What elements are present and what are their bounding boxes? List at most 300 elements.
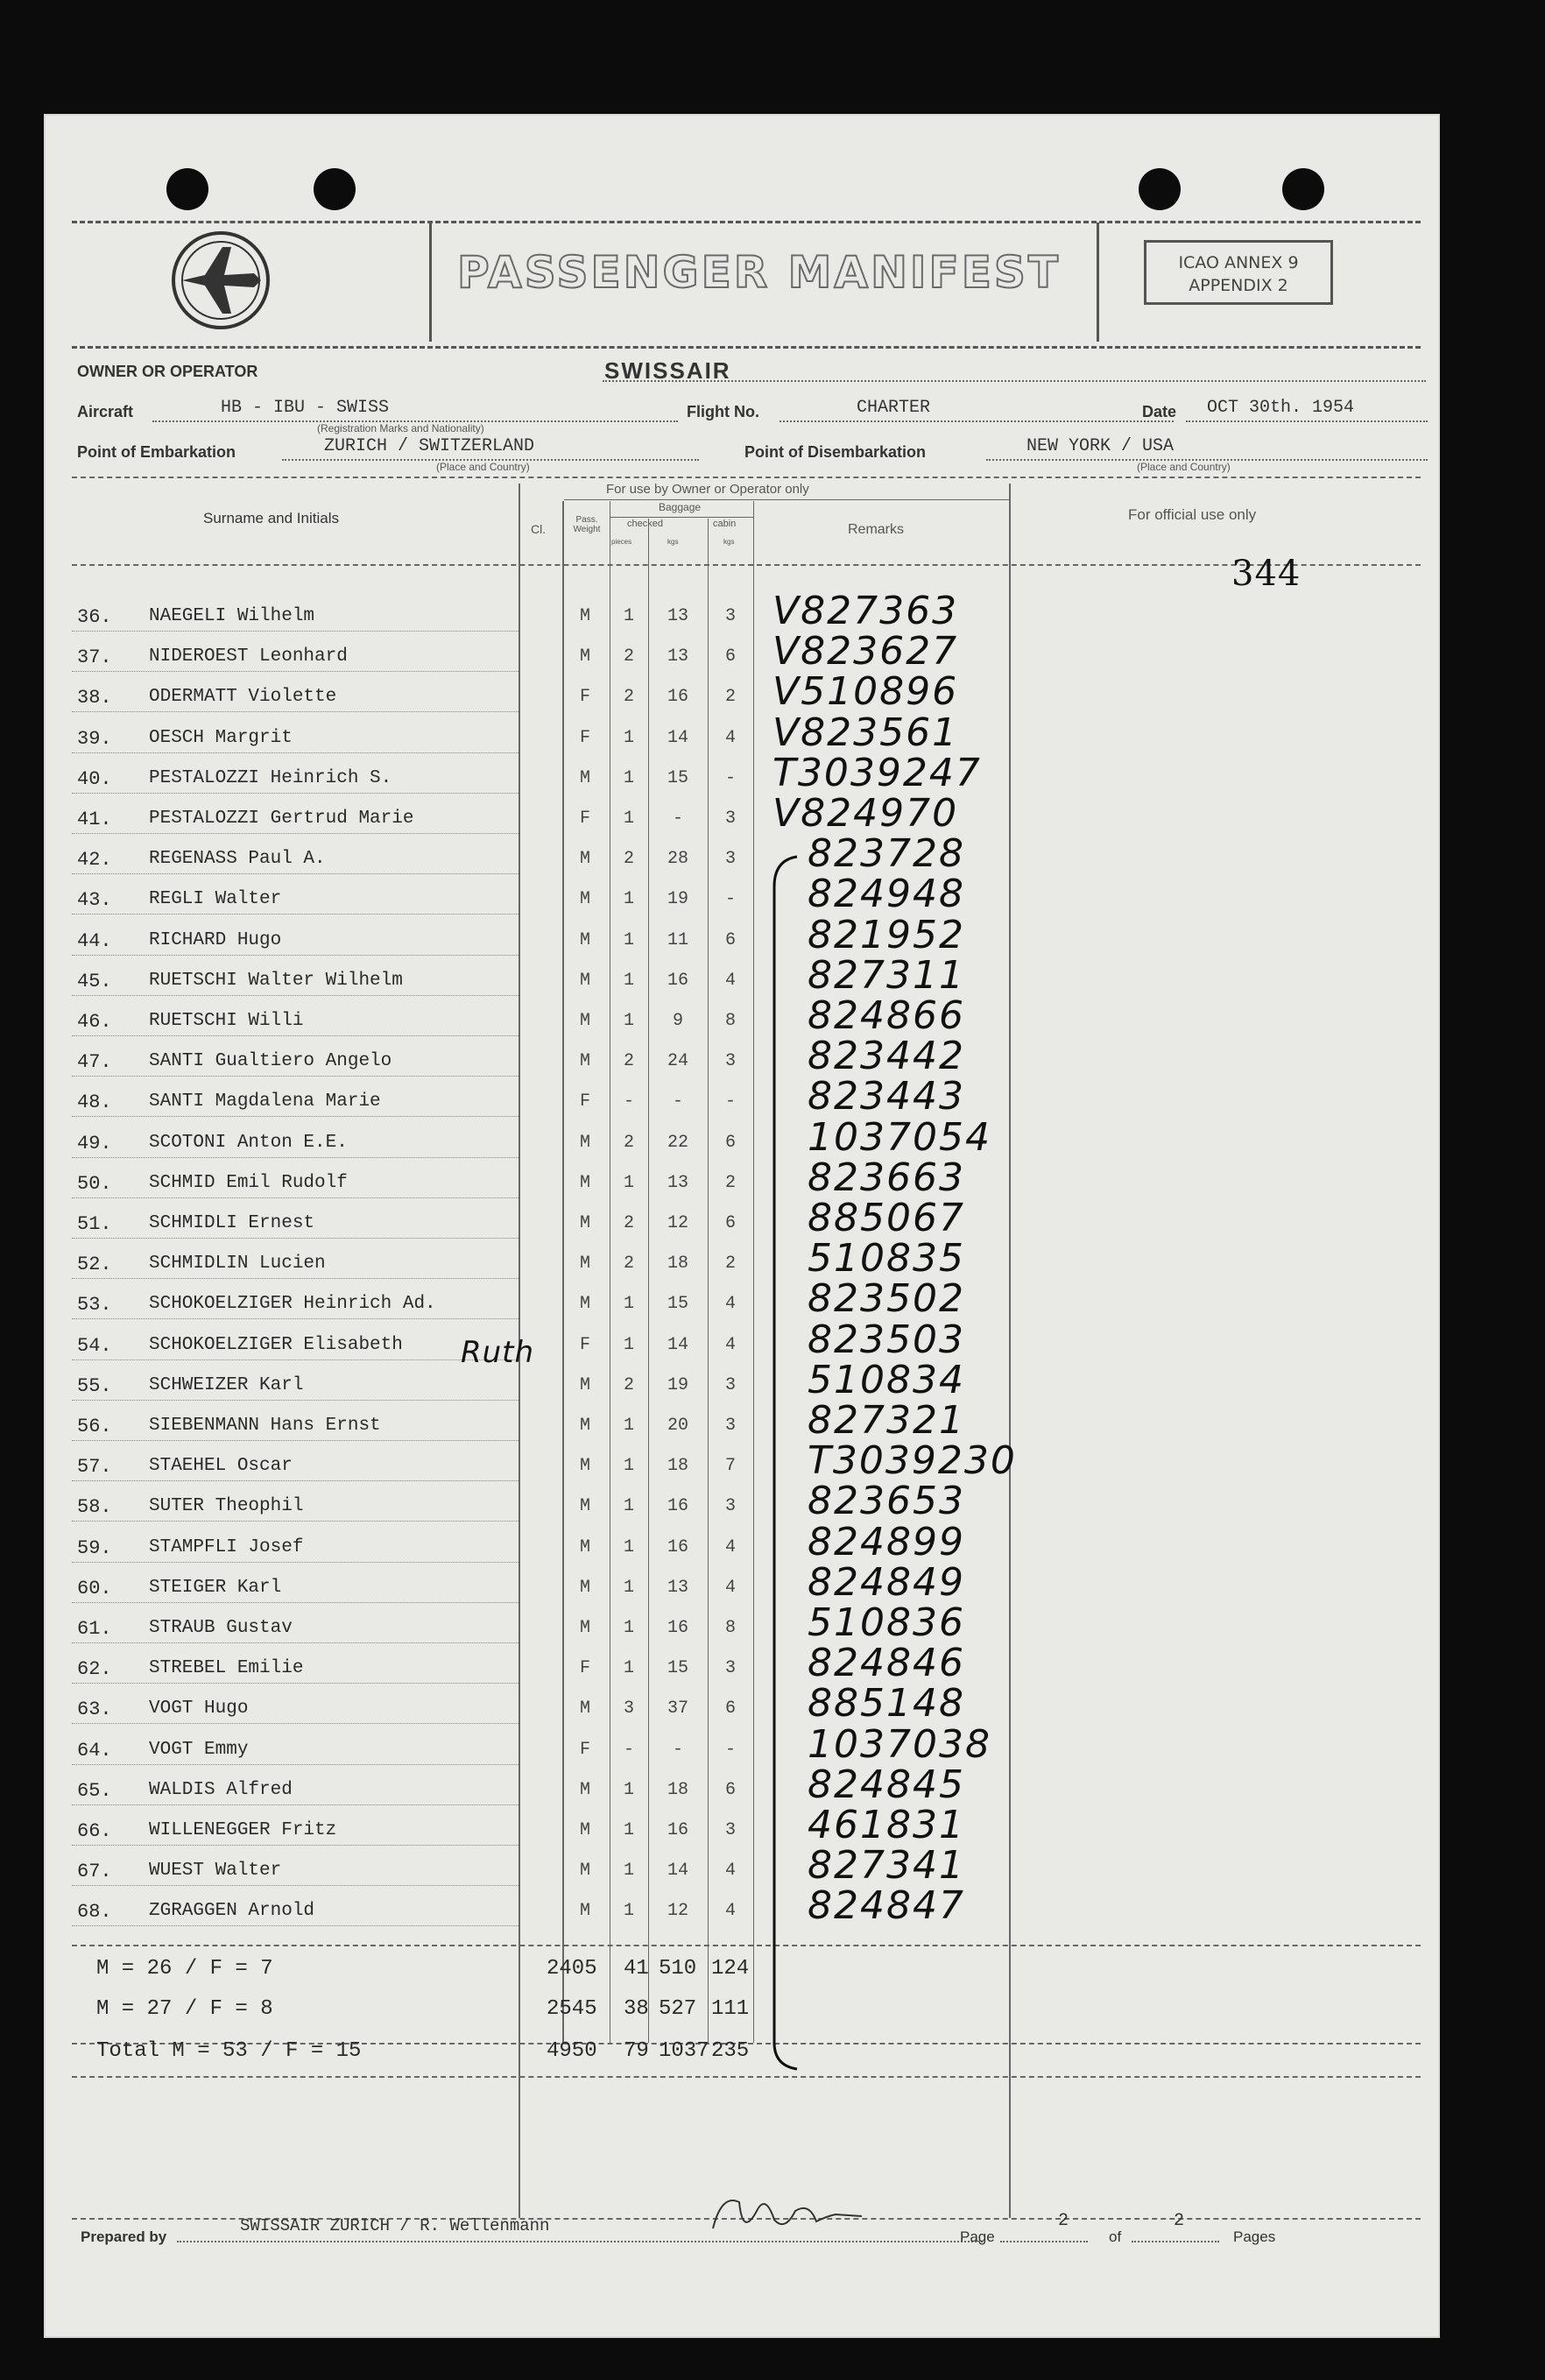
baggage-kgs: 12	[667, 1213, 688, 1233]
row-rule	[72, 1642, 519, 1643]
date-value: OCT 30th. 1954	[1207, 398, 1355, 418]
baggage-pieces: 1	[623, 889, 634, 909]
disembark-value: NEW YORK / USA	[1026, 436, 1175, 456]
row-number: 58.	[77, 1496, 112, 1518]
row-rule	[72, 711, 519, 712]
cabin-kgs: 8	[724, 1011, 736, 1031]
baggage-pieces: 2	[623, 1133, 634, 1153]
remark-ticket: 824899	[808, 1520, 965, 1564]
row-number: 54.	[77, 1335, 112, 1357]
passenger-sex: M	[579, 1456, 590, 1476]
row-number: 66.	[77, 1820, 112, 1842]
icao-box: ICAO ANNEX 9 APPENDIX 2	[1144, 240, 1333, 305]
passenger-name: WUEST Walter	[149, 1861, 282, 1881]
prepared-label: Prepared by	[81, 2228, 167, 2245]
row-number: 40.	[77, 768, 112, 790]
cabin-kgs: 2	[724, 1173, 736, 1193]
baggage-pieces: 1	[623, 728, 634, 748]
row-number: 57.	[77, 1456, 112, 1478]
baggage-kgs: 19	[667, 1375, 688, 1395]
of-value: 2	[1174, 2211, 1185, 2231]
baggage-pieces: 1	[623, 1496, 634, 1516]
baggage-pieces: 1	[623, 1294, 634, 1314]
remark-ticket: 824845	[808, 1762, 965, 1807]
cabin-kgs: 3	[724, 809, 736, 829]
remark-ticket: 823728	[808, 831, 965, 876]
col-checked: checked	[627, 519, 663, 529]
row-rule	[72, 1925, 519, 1926]
official-number: 344	[1231, 554, 1302, 594]
passenger-sex: M	[579, 971, 590, 991]
passenger-name: RUETSCHI Walter Wilhelm	[149, 971, 403, 991]
embark-note: (Place and Country)	[436, 461, 530, 473]
remark-ticket: 824847	[808, 1883, 965, 1928]
baggage-kgs: 14	[667, 728, 688, 748]
row-rule	[72, 1602, 519, 1603]
baggage-kgs: 11	[667, 930, 688, 950]
page-title: PASSENGER MANIFEST	[457, 247, 1061, 298]
col-owner-use: For use by Owner or Operator only	[606, 482, 809, 497]
passenger-sex: M	[579, 1537, 590, 1557]
baggage-kgs: 22	[667, 1133, 688, 1153]
cabin-kgs: 3	[724, 1658, 736, 1678]
baggage-kgs: 28	[667, 849, 688, 869]
col-baggage: Baggage	[659, 501, 702, 513]
passenger-name: WILLENEGGER Fritz	[149, 1820, 337, 1840]
cabin-kgs: 3	[724, 1375, 736, 1395]
baggage-kgs: -	[672, 809, 683, 829]
remark-ticket: V827363	[772, 589, 959, 633]
row-rule	[72, 1440, 519, 1441]
passenger-name: OESCH Margrit	[149, 728, 293, 748]
passenger-name: VOGT Emmy	[149, 1740, 249, 1760]
row-rule	[72, 1157, 519, 1158]
col-cabin: cabin	[713, 519, 737, 529]
passenger-name: SANTI Gualtiero Angelo	[149, 1051, 392, 1071]
cabin-kgs: 6	[724, 930, 736, 950]
passenger-sex: M	[579, 1051, 590, 1071]
baggage-kgs: 13	[667, 1578, 688, 1598]
baggage-kgs: 18	[667, 1254, 688, 1274]
totals-pieces: 38	[624, 1997, 649, 2021]
baggage-kgs: 9	[672, 1011, 683, 1031]
row-number: 50.	[77, 1173, 112, 1195]
page-value: 2	[1058, 2211, 1069, 2231]
cabin-kgs: 6	[724, 1698, 736, 1719]
passenger-sex: M	[579, 1901, 590, 1921]
baggage-pieces: -	[623, 1091, 634, 1112]
col-cl: Cl.	[531, 522, 547, 536]
baggage-pieces: 1	[623, 1173, 634, 1193]
row-number: 36.	[77, 606, 112, 628]
row-rule	[72, 1521, 519, 1522]
passenger-name: NAEGELI Wilhelm	[149, 606, 315, 626]
remarks-bracket	[767, 851, 802, 2078]
passenger-sex: M	[579, 1861, 590, 1881]
row-rule	[72, 1885, 519, 1886]
totals-label: M = 26 / F = 7	[96, 1957, 273, 1981]
baggage-kgs: 16	[667, 1820, 688, 1840]
baggage-pieces: 1	[623, 1011, 634, 1031]
row-number: 42.	[77, 849, 112, 871]
baggage-pieces: 1	[623, 1618, 634, 1638]
baggage-kgs: 37	[667, 1698, 688, 1719]
remark-ticket: 823502	[808, 1276, 965, 1321]
totals-cabin: 235	[711, 2039, 750, 2063]
cabin-kgs: -	[724, 1091, 736, 1112]
cabin-kgs: 7	[724, 1456, 736, 1476]
baggage-kgs: 16	[667, 1537, 688, 1557]
passenger-sex: M	[579, 1254, 590, 1274]
cabin-kgs: 6	[724, 646, 736, 667]
passenger-name: STRAUB Gustav	[149, 1618, 293, 1638]
passenger-name: SCHOKOELZIGER Elisabeth	[149, 1335, 403, 1355]
cabin-kgs: 6	[724, 1780, 736, 1800]
remark-ticket: 824866	[808, 993, 965, 1038]
col-weight: Pass. Weight	[573, 515, 601, 534]
row-number: 45.	[77, 971, 112, 992]
passenger-name: SCHMIDLIN Lucien	[149, 1254, 326, 1274]
punch-hole	[1282, 168, 1324, 210]
baggage-pieces: 2	[623, 687, 634, 707]
remark-ticket: T3039247	[772, 751, 982, 795]
baggage-kgs: 14	[667, 1335, 688, 1355]
remark-ticket: V824970	[772, 791, 959, 836]
row-rule	[72, 752, 519, 753]
remark-ticket: T3039230	[808, 1438, 1017, 1483]
row-number: 49.	[77, 1133, 112, 1155]
passenger-sex: M	[579, 1618, 590, 1638]
passenger-name: REGENASS Paul A.	[149, 849, 326, 869]
passenger-sex: F	[579, 687, 590, 707]
aircraft-label: Aircraft	[77, 403, 134, 420]
baggage-kgs: 15	[667, 768, 688, 788]
baggage-pieces: 1	[623, 1456, 634, 1476]
passenger-name: ODERMATT Violette	[149, 687, 337, 707]
date-label: Date	[1142, 403, 1177, 420]
baggage-pieces: 1	[623, 1861, 634, 1881]
cabin-kgs: 2	[724, 687, 736, 707]
row-rule	[72, 955, 519, 956]
baggage-pieces: 1	[623, 1901, 634, 1921]
passenger-sex: M	[579, 1213, 590, 1233]
passenger-name: REGLI Walter	[149, 889, 282, 909]
passenger-name: STAMPFLI Josef	[149, 1537, 304, 1557]
baggage-kgs: 18	[667, 1780, 688, 1800]
remark-ticket: 823443	[808, 1074, 965, 1119]
passenger-sex: F	[579, 1335, 590, 1355]
owner-label: OWNER OR OPERATOR	[77, 363, 258, 380]
passenger-sex: M	[579, 1698, 590, 1719]
passenger-sex: M	[579, 1294, 590, 1314]
baggage-pieces: 1	[623, 1578, 634, 1598]
row-number: 67.	[77, 1861, 112, 1882]
passenger-name: RUETSCHI Willi	[149, 1011, 304, 1031]
row-rule	[72, 1562, 519, 1563]
passenger-sex: M	[579, 930, 590, 950]
remark-ticket: 823653	[808, 1479, 965, 1523]
passenger-name: STREBEL Emilie	[149, 1658, 304, 1678]
row-rule	[72, 1076, 519, 1077]
row-rule	[72, 833, 519, 834]
col-kgs: kgs	[667, 538, 679, 546]
row-rule	[72, 631, 519, 632]
cabin-kgs: 4	[724, 1294, 736, 1314]
baggage-kgs: 16	[667, 687, 688, 707]
row-rule	[72, 1197, 519, 1198]
baggage-pieces: 1	[623, 1780, 634, 1800]
baggage-pieces: 1	[623, 606, 634, 626]
disembark-label: Point of Disembarkation	[744, 443, 927, 461]
baggage-kgs: 16	[667, 1496, 688, 1516]
passenger-name: PESTALOZZI Gertrud Marie	[149, 809, 414, 829]
passenger-sex: M	[579, 1133, 590, 1153]
cabin-kgs: 2	[724, 1254, 736, 1274]
row-rule	[72, 995, 519, 996]
row-rule	[72, 1480, 519, 1481]
remark-ticket: 885148	[808, 1681, 965, 1726]
baggage-kgs: -	[672, 1740, 683, 1760]
cabin-kgs: 3	[724, 849, 736, 869]
row-rule	[72, 793, 519, 794]
owner-value: SWISSAIR	[604, 357, 731, 384]
cabin-kgs: 3	[724, 606, 736, 626]
passenger-name: SIEBENMANN Hans Ernst	[149, 1416, 381, 1436]
cabin-kgs: 4	[724, 1901, 736, 1921]
baggage-pieces: 2	[623, 646, 634, 667]
baggage-pieces: 3	[623, 1698, 634, 1719]
row-number: 62.	[77, 1658, 112, 1680]
baggage-kgs: 16	[667, 1618, 688, 1638]
aircraft-note: (Registration Marks and Nationality)	[317, 422, 484, 434]
flight-value: CHARTER	[857, 398, 931, 418]
baggage-pieces: 1	[623, 930, 634, 950]
disembark-note: (Place and Country)	[1137, 461, 1231, 473]
totals-cabin: 124	[711, 1957, 750, 1981]
baggage-pieces: 1	[623, 1658, 634, 1678]
manifest-sheet	[46, 116, 1438, 2336]
totals-pieces: 41	[624, 1957, 649, 1981]
totals-label: Total M = 53 / F = 15	[96, 2039, 362, 2063]
of-label: of	[1109, 2228, 1122, 2245]
baggage-kgs: 18	[667, 1456, 688, 1476]
remark-ticket: 510834	[808, 1358, 965, 1402]
airline-logo-icon	[170, 230, 272, 331]
cabin-kgs: 4	[724, 728, 736, 748]
passenger-sex: F	[579, 1091, 590, 1112]
cabin-kgs: 6	[724, 1213, 736, 1233]
embark-label: Point of Embarkation	[77, 443, 236, 461]
passenger-sex: M	[579, 768, 590, 788]
aircraft-value: HB - IBU - SWISS	[221, 398, 390, 418]
passenger-name: ZGRAGGEN Arnold	[149, 1901, 315, 1921]
remark-ticket: 821952	[808, 913, 965, 957]
baggage-kgs: 16	[667, 971, 688, 991]
passenger-sex: M	[579, 1011, 590, 1031]
cabin-kgs: -	[724, 1740, 736, 1760]
passenger-sex: M	[579, 1780, 590, 1800]
passenger-sex: M	[579, 1173, 590, 1193]
passenger-sex: F	[579, 1740, 590, 1760]
row-number: 47.	[77, 1051, 112, 1073]
remark-ticket: 510836	[808, 1600, 965, 1645]
passenger-name: NIDEROEST Leonhard	[149, 646, 348, 667]
baggage-pieces: 1	[623, 1820, 634, 1840]
row-number: 61.	[77, 1618, 112, 1640]
row-rule	[72, 1804, 519, 1805]
totals-cabin: 111	[711, 1997, 750, 2021]
remark-ticket: 1037038	[808, 1722, 991, 1767]
remark-ticket: 461831	[808, 1803, 965, 1847]
baggage-pieces: 1	[623, 809, 634, 829]
baggage-kgs: 15	[667, 1294, 688, 1314]
baggage-kgs: 19	[667, 889, 688, 909]
row-rule	[72, 914, 519, 915]
row-number: 37.	[77, 646, 112, 668]
baggage-kgs: 20	[667, 1416, 688, 1436]
remark-ticket: 885067	[808, 1196, 965, 1240]
row-number: 38.	[77, 687, 112, 709]
passenger-name: SCHMIDLI Ernest	[149, 1213, 315, 1233]
passenger-name: SUTER Theophil	[149, 1496, 304, 1516]
row-rule	[72, 1683, 519, 1684]
cabin-kgs: 4	[724, 1861, 736, 1881]
remark-ticket: 1037054	[808, 1115, 991, 1160]
row-number: 48.	[77, 1091, 112, 1113]
page-label: Page	[960, 2228, 995, 2245]
row-number: 65.	[77, 1780, 112, 1802]
row-number: 59.	[77, 1537, 112, 1559]
remark-ticket: 824846	[808, 1641, 965, 1685]
row-number: 55.	[77, 1375, 112, 1397]
baggage-pieces: 1	[623, 1335, 634, 1355]
cabin-kgs: 4	[724, 971, 736, 991]
baggage-pieces: 2	[623, 1051, 634, 1071]
remark-ticket: 824849	[808, 1560, 965, 1605]
row-rule	[72, 1400, 519, 1401]
cabin-kgs: 4	[724, 1335, 736, 1355]
passenger-name: SANTI Magdalena Marie	[149, 1091, 381, 1112]
row-number: 51.	[77, 1213, 112, 1235]
passenger-name: SCOTONI Anton E.E.	[149, 1133, 348, 1153]
passenger-sex: M	[579, 889, 590, 909]
prepared-value: SWISSAIR ZURICH / R. Wellenmann	[240, 2216, 550, 2235]
totals-weight: 2545	[547, 1997, 597, 2021]
totals-kgs: 510	[659, 1957, 697, 1981]
punch-hole	[1139, 168, 1181, 210]
baggage-pieces: -	[623, 1740, 634, 1760]
passenger-name: RICHARD Hugo	[149, 930, 282, 950]
col-pieces: pieces	[611, 538, 632, 546]
cabin-kgs: 3	[724, 1820, 736, 1840]
baggage-pieces: 2	[623, 1375, 634, 1395]
passenger-name: STEIGER Karl	[149, 1578, 282, 1598]
passenger-sex: F	[579, 728, 590, 748]
cabin-kgs: 4	[724, 1578, 736, 1598]
passenger-sex: M	[579, 1416, 590, 1436]
totals-weight: 2405	[547, 1957, 597, 1981]
row-number: 44.	[77, 930, 112, 952]
totals-kgs: 527	[659, 1997, 697, 2021]
baggage-kgs: 14	[667, 1861, 688, 1881]
col-official: For official use only	[1128, 506, 1257, 523]
row-rule	[72, 1116, 519, 1117]
row-rule	[72, 1764, 519, 1765]
totals-weight: 4950	[547, 2039, 597, 2063]
cabin-kgs: 4	[724, 1537, 736, 1557]
embark-value: ZURICH / SWITZERLAND	[324, 436, 535, 456]
row-rule	[72, 1359, 519, 1360]
baggage-pieces: 1	[623, 1416, 634, 1436]
cabin-kgs: 3	[724, 1051, 736, 1071]
totals-pieces: 79	[624, 2039, 649, 2063]
baggage-kgs: 24	[667, 1051, 688, 1071]
row-number: 46.	[77, 1011, 112, 1033]
row-number: 56.	[77, 1416, 112, 1437]
pages-label: Pages	[1233, 2228, 1276, 2245]
passenger-name: SCHOKOELZIGER Heinrich Ad.	[149, 1294, 436, 1314]
baggage-kgs: 15	[667, 1658, 688, 1678]
row-number: 63.	[77, 1698, 112, 1720]
remark-ticket: 827341	[808, 1843, 965, 1888]
baggage-pieces: 2	[623, 1213, 634, 1233]
baggage-kgs: 13	[667, 646, 688, 667]
row-rule	[72, 1035, 519, 1036]
passenger-name: SCHMID Emil Rudolf	[149, 1173, 348, 1193]
passenger-sex: M	[579, 1375, 590, 1395]
passenger-sex: M	[579, 606, 590, 626]
row-rule	[72, 873, 519, 874]
totals-label: M = 27 / F = 8	[96, 1997, 273, 2021]
row-number: 52.	[77, 1254, 112, 1275]
row-number: 64.	[77, 1740, 112, 1762]
passenger-sex: F	[579, 1658, 590, 1678]
row-rule	[72, 1278, 519, 1279]
cabin-kgs: 8	[724, 1618, 736, 1638]
passenger-sex: M	[579, 646, 590, 667]
passenger-name: PESTALOZZI Heinrich S.	[149, 768, 392, 788]
cabin-kgs: 3	[724, 1416, 736, 1436]
cabin-kgs: 3	[724, 1496, 736, 1516]
remark-ticket: V510896	[772, 669, 959, 714]
remark-ticket: 823663	[808, 1155, 965, 1200]
flight-label: Flight No.	[687, 403, 759, 420]
col-surname: Surname and Initials	[203, 510, 339, 526]
row-number: 43.	[77, 889, 112, 911]
passenger-sex: M	[579, 1820, 590, 1840]
baggage-kgs: 13	[667, 1173, 688, 1193]
totals-kgs: 1037	[659, 2039, 709, 2063]
baggage-pieces: 1	[623, 1537, 634, 1557]
passenger-name: STAEHEL Oscar	[149, 1456, 293, 1476]
remark-ticket: 824948	[808, 872, 965, 916]
row-rule	[72, 671, 519, 672]
remark-ticket: 510835	[808, 1236, 965, 1281]
passenger-name: SCHWEIZER Karl	[149, 1375, 304, 1395]
punch-hole	[166, 168, 208, 210]
passenger-sex: F	[579, 809, 590, 829]
row-number: 68.	[77, 1901, 112, 1923]
baggage-kgs: 13	[667, 606, 688, 626]
passenger-sex: M	[579, 1578, 590, 1598]
baggage-pieces: 1	[623, 768, 634, 788]
passenger-name: WALDIS Alfred	[149, 1780, 293, 1800]
signature	[704, 2176, 871, 2255]
row-number: 60.	[77, 1578, 112, 1600]
baggage-kgs: 12	[667, 1901, 688, 1921]
baggage-kgs: -	[672, 1091, 683, 1112]
baggage-pieces: 2	[623, 849, 634, 869]
